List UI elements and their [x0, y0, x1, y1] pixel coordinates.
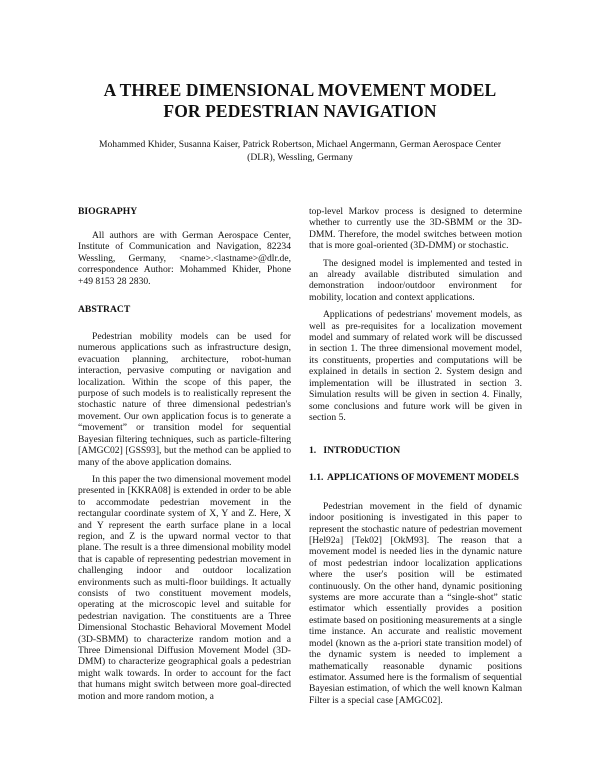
- abstract-heading: ABSTRACT: [78, 304, 131, 316]
- abstract-paragraph-2: In this paper the two dimensional movement model presented in [KKRA08] is extended in order to be able to accommodate pedestrian movement in the rectangular coordinate system of X, Y and Z. Here, X and Y represent the earth surface plane in a local region, and Z is the upward normal vector to that plane. The result is a three dimensional mobility model that is capable of representing pedestrian movement in challenging indoor and outdoor localization environments such as multi-floor buildings. It actually consists of two constituent movement models, operating at the microscopic level and suitable for pedestrian navigation. The constituents are a Three Dimensional Stochastic Behavioral Movement Model (3D-SBMM) to characterize random motion and a Three Dimensional Diffusion Movement Model (3D-DMM) to characterize geographical goals a pedestrian might walk towards. In order to account for the fact that humans might switch between more goal-directed motion and more random motion, a: [78, 473, 291, 702]
- biography-text: All authors are with German Aerospace Center, Institute of Communication and Navigation, 82234 Wessling, Germany, <name>.<lastname>@dlr.de, correspondence Author: Mohammed Khider, Phone +49 8153 28 2830.: [78, 230, 291, 287]
- biography-heading: BIOGRAPHY: [78, 206, 138, 217]
- right-column: [309, 206, 522, 706]
- abstract-continuation-paragraph: top-level Markov process is designed to determine whether to currently use the 3D-SBMM or the 3D-DMM. Therefore, the model switches between motion that is more goal-oriented (3D-DMM) or stochastic.: [309, 206, 522, 252]
- authors-line-1: Mohammed Khider, Susanna Kaiser, Patrick Robertson, Michael Angermann, German Aerospace Center: [98, 139, 502, 150]
- authors-line-2: (DLR), Wessling, Germany: [247, 152, 353, 163]
- abstract-paragraph-1: Pedestrian mobility models can be used for numerous applications such as infrastructure design, evacuation planning, architecture, robot-human interaction, pervasive computing or navigation and localization. Within the scope of this paper, the purpose of such models is to realistically represent the stochastic nature of three dimensional pedestrian's movement. Our own application focus is to generate a “movement” or transition model for sequential Bayesian filtering techniques, such as particle-filtering [AMGC02] [GSS93], but the method can be applied to many of the above application domains.: [78, 331, 291, 468]
- section-1-1-heading: [309, 472, 522, 484]
- implementation-paragraph: The designed model is implemented and tested in an already available distributed simulation and demonstration indoor/outdoor environment for mobility, location and context applications.: [309, 257, 522, 303]
- section-1-heading: 1. INTRODUCTION: [309, 445, 401, 457]
- paper-title: [40, 80, 560, 122]
- section-1-1-title: APPLICATIONS OF MOVEMENT MODELS: [327, 472, 519, 484]
- title-line-2: FOR PEDESTRIAN NAVIGATION: [163, 101, 437, 121]
- title-line-1: A THREE DIMENSIONAL MOVEMENT MODEL: [103, 80, 497, 100]
- introduction-paragraph-1: Pedestrian movement in the field of dynamic indoor positioning is investigated in this paper to represent the stochastic nature of pedestrian movement [Hel92a] [Tek02] [OkM93]. The reason that a movement model is needed lies in the dynamic nature of most pedestrian indoor localization applications where the user's position will be estimated continuously. On the other hand, dynamic positioning systems are more accurate than a “single-shot” static estimator which essentially provides a position estimate based on positioning measurements at a single time instance. An accurate and realistic movement model (known as the a-priori state transition model) of the dynamic system is needed to implement a mathematically reasonable dynamic positions estimator. Assumed here is the formalism of sequential Bayesian estimation, of which the well known Kalman Filter is a special case [AMGC02].: [309, 500, 522, 706]
- section-1-1-number: 1.1.: [309, 472, 324, 484]
- outline-paragraph: Applications of pedestrians' movement models, as well as pre-requisites for a localization movement model and summary of related work will be discussed in section 1. The three dimensional movement model, its constituents, properties and computations will be explained in details in section 2. System design and implementation will be illustrated in section 3. Simulation results will be given in section 4. Finally, some conclusions and future work will be given in section 5.: [309, 309, 522, 423]
- left-column: [78, 206, 291, 702]
- author-list: [60, 138, 540, 164]
